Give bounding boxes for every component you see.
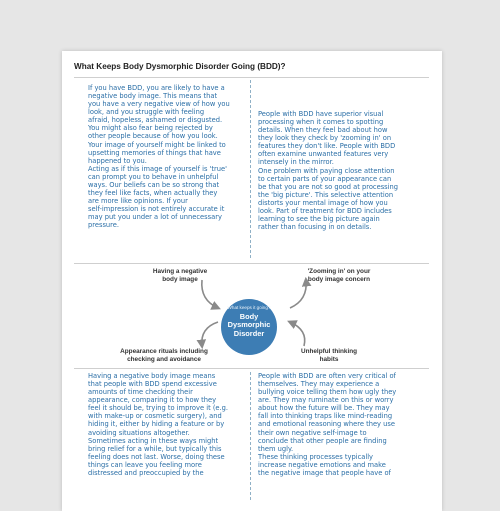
text-line: things can leave you feeling more bbox=[88, 460, 202, 469]
text-line: look, and you struggle with feeling bbox=[88, 108, 205, 117]
text-line: Having a negative body image means bbox=[88, 372, 216, 380]
text-line: feel it should be, trying to improve it (e.g. bbox=[88, 404, 229, 413]
center-title-line2: Dysmorphic bbox=[227, 320, 271, 330]
text-line: People with BDD have superior visual bbox=[258, 110, 384, 118]
text-line: learning to see the big picture again bbox=[258, 215, 380, 224]
text-line: may put you under a lot of unnecessary bbox=[88, 213, 222, 222]
text-line: intensely in the mirror. bbox=[258, 158, 334, 167]
text-line: increase negative emotions and make bbox=[258, 460, 386, 469]
text-line: often examine unwanted features very bbox=[258, 150, 389, 159]
text-line: negative body image. This means that bbox=[88, 92, 218, 101]
node-tr-line2: body image concern bbox=[307, 275, 371, 283]
bdd-center-circle bbox=[221, 299, 277, 355]
center-caption: What keeps it going? bbox=[227, 305, 271, 310]
text-line: People with BDD are often very critical of bbox=[258, 372, 396, 380]
text-line: If you have BDD, you are likely to have a bbox=[88, 84, 225, 92]
text-line: are more like opinions. If your bbox=[88, 197, 188, 206]
text-line: with make-up or cosmetic surgery), and bbox=[88, 412, 222, 421]
text-line: ways. Our beliefs can be so strong that bbox=[88, 180, 220, 189]
text-line: happened to you. bbox=[88, 156, 147, 165]
text-line: afraid, hopeless, ashamed or disgusted. bbox=[88, 116, 223, 125]
text-line: to certain parts of your appearance can bbox=[258, 174, 392, 183]
text-line: they feel like facts, when actually they bbox=[88, 189, 218, 198]
worksheet-title: What Keeps Body Dysmorphic Disorder Going (BDD)? bbox=[74, 62, 286, 71]
text-block-appearance-rituals bbox=[88, 372, 248, 477]
node-unhelpful-thinking bbox=[284, 348, 374, 363]
text-line: feeling does not last. Worse, doing these bbox=[88, 452, 225, 461]
text-line: them ugly. bbox=[258, 444, 294, 453]
text-line: the 'big picture'. This selective attention bbox=[258, 190, 394, 199]
text-line: One problem with paying close attention bbox=[258, 166, 395, 175]
text-line: hiding it, either by hiding a feature or by bbox=[88, 420, 225, 429]
text-line: conclude that other people are finding bbox=[258, 436, 387, 445]
center-title-line1: Body bbox=[239, 312, 259, 321]
lower-section-divider bbox=[74, 368, 429, 369]
arrow-from-bottom-right bbox=[290, 322, 305, 346]
title-divider bbox=[74, 77, 429, 78]
text-line: the negative image that people have of bbox=[258, 468, 391, 477]
text-line: about how the future will be. They may bbox=[258, 404, 390, 413]
text-line: are. They may ruminate on this or worry bbox=[258, 396, 394, 405]
text-block-zooming-in bbox=[258, 110, 438, 231]
text-line: These thinking processes typically bbox=[258, 452, 374, 461]
text-line: they look they check by 'zooming in' on bbox=[258, 134, 392, 143]
text-line: pressure. bbox=[88, 221, 120, 230]
text-line: upsetting memories of things that have bbox=[88, 148, 221, 157]
upper-column-divider bbox=[250, 80, 251, 258]
node-tl-line2: body image bbox=[162, 275, 198, 283]
text-line: you have a very negative view of how you bbox=[88, 100, 230, 109]
node-zooming-in bbox=[284, 268, 394, 283]
node-br-line2: habits bbox=[319, 355, 339, 363]
node-bl-line2: checking and avoidance bbox=[127, 355, 201, 363]
arrow-to-center-from-top-left bbox=[202, 280, 218, 308]
text-line: other people because of how you look. bbox=[88, 132, 218, 141]
text-line: You might also fear being rejected by bbox=[88, 124, 213, 133]
text-line: details. When they feel bad about how bbox=[258, 126, 388, 135]
node-tl-line1: Having a negative bbox=[152, 268, 208, 275]
text-line: features they don't like. People with BDD bbox=[258, 142, 396, 151]
text-line: Acting as if this image of yourself is 'true' bbox=[88, 164, 227, 173]
text-line: appearance, comparing it to how they bbox=[88, 396, 217, 405]
text-block-negative-body-image bbox=[88, 84, 248, 229]
text-line: fall into thinking traps like mind-reading bbox=[258, 412, 393, 421]
text-line: amounts of time checking their bbox=[88, 388, 193, 397]
text-line: Sometimes acting in these ways might bbox=[88, 436, 219, 445]
text-line: distressed and preoccupied by the bbox=[88, 468, 204, 477]
text-line: self-impression is not entirely accurate it bbox=[88, 205, 225, 214]
text-block-unhelpful-thinking bbox=[258, 372, 438, 477]
text-line: distorts your mental image of how you bbox=[258, 198, 388, 207]
text-line: avoiding situations altogether. bbox=[88, 428, 190, 437]
lower-column-divider bbox=[250, 372, 251, 500]
node-bl-line1: Appearance rituals including bbox=[120, 348, 208, 355]
center-title-line3: Disorder bbox=[233, 328, 265, 338]
text-line: and emotional reasoning where they use bbox=[258, 420, 395, 429]
text-line: rather than focusing in on details. bbox=[258, 223, 372, 232]
node-br-line1: Unhelpful thinking bbox=[300, 348, 358, 355]
node-tr-line1: 'Zooming in' on your bbox=[307, 268, 371, 275]
text-line: be that you are not so good at processing bbox=[258, 182, 399, 191]
arrow-center-to-top-right bbox=[290, 280, 306, 308]
text-line: processing when it comes to spotting bbox=[258, 118, 384, 127]
arrow-to-bottom-left bbox=[202, 322, 218, 346]
text-line: bring relief for a while, but typically this bbox=[88, 444, 222, 453]
node-negative-body-image bbox=[130, 268, 230, 283]
node-appearance-rituals bbox=[104, 348, 224, 363]
text-line: can prompt you to behave in unhelpful bbox=[88, 172, 219, 181]
text-line: their own negative self-image to bbox=[258, 428, 367, 437]
text-line: Your image of yourself might be linked to bbox=[88, 140, 226, 149]
text-line: bullying voice telling them how ugly they bbox=[258, 388, 397, 397]
center-title bbox=[221, 313, 277, 338]
text-line: themselves. They may experience a bbox=[258, 380, 380, 389]
text-line: look. Part of treatment for BDD includes bbox=[258, 206, 392, 215]
text-line: that people with BDD spend excessive bbox=[88, 380, 217, 389]
